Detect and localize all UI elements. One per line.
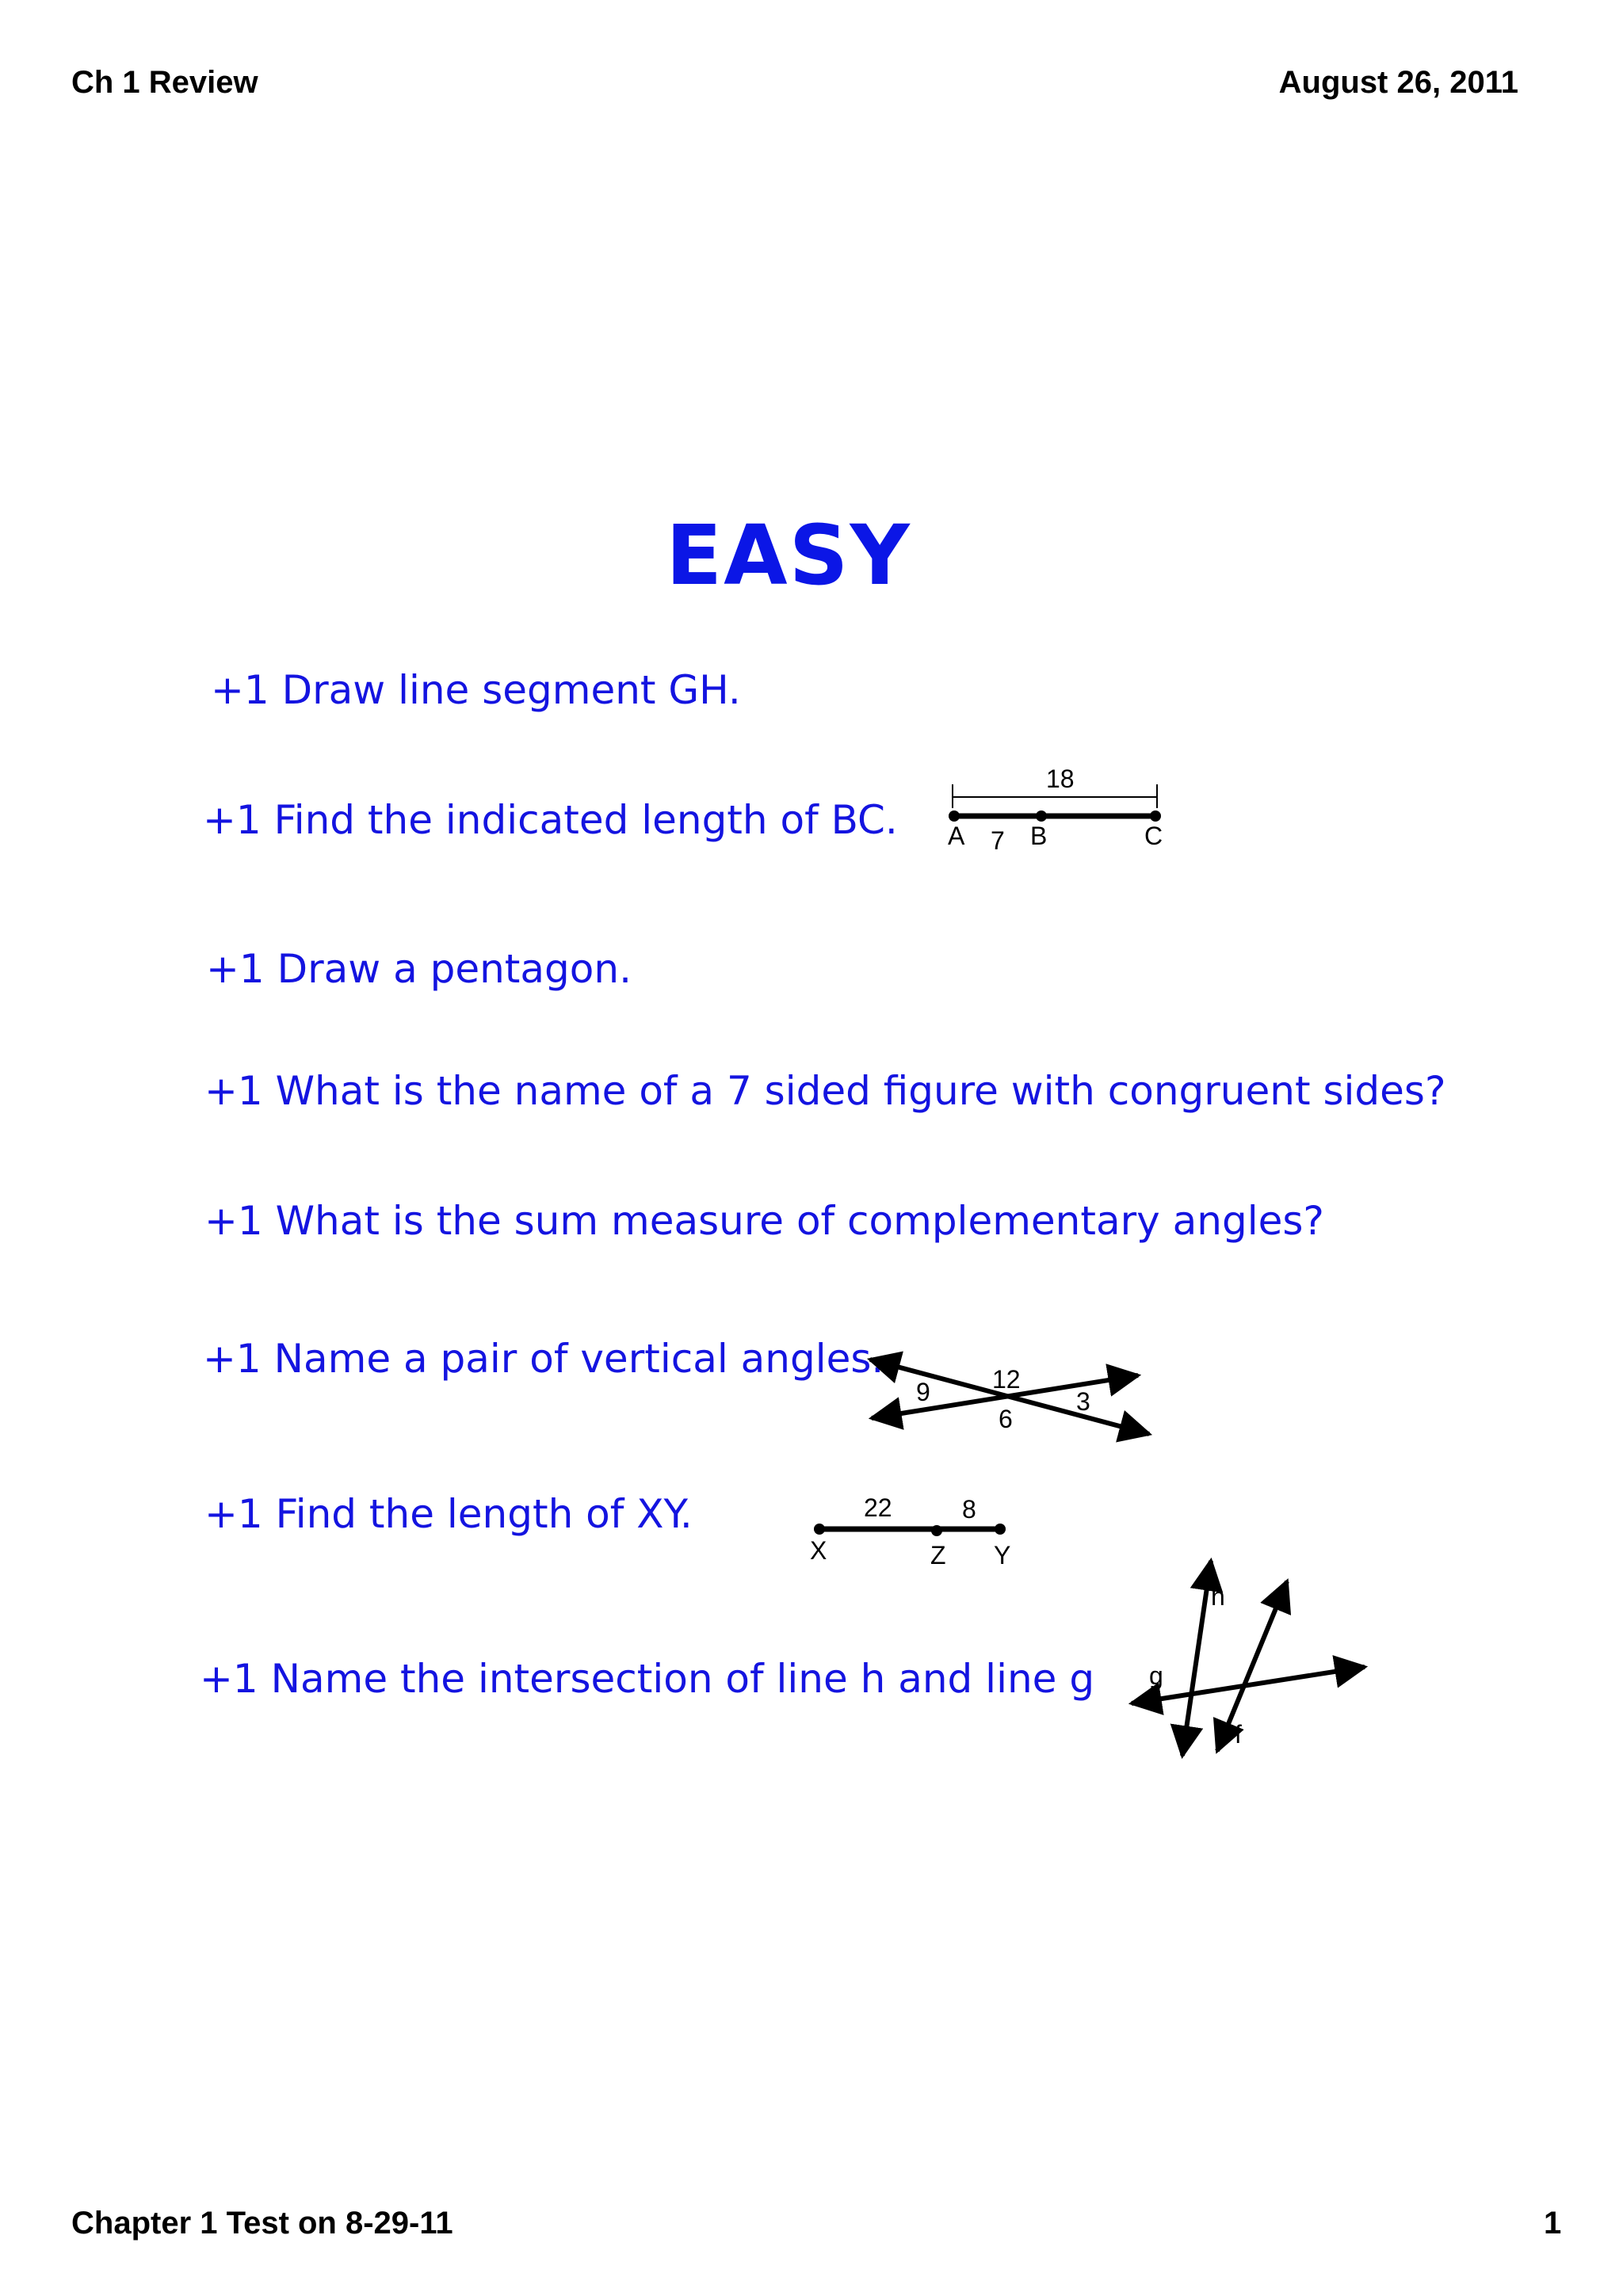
label-x: X bbox=[810, 1536, 827, 1565]
header-date: August 26, 2011 bbox=[1278, 65, 1518, 100]
point-z bbox=[931, 1525, 942, 1536]
label-line-g: g bbox=[1149, 1661, 1163, 1690]
label-xz-22: 22 bbox=[864, 1493, 892, 1522]
header-title: Ch 1 Review bbox=[71, 65, 258, 100]
line-h bbox=[1182, 1561, 1211, 1756]
page-number: 1 bbox=[1544, 2206, 1562, 2241]
label-ab-7: 7 bbox=[991, 826, 1005, 855]
label-c: C bbox=[1144, 822, 1163, 850]
question-1: +1 Draw line segment GH. bbox=[211, 667, 741, 713]
angle-label-12: 12 bbox=[992, 1365, 1021, 1394]
angle-label-3: 3 bbox=[1076, 1387, 1090, 1416]
label-total-18: 18 bbox=[1046, 765, 1075, 793]
label-y: Y bbox=[994, 1541, 1011, 1569]
label-zy-8: 8 bbox=[962, 1495, 976, 1524]
question-6: +1 Name a pair of vertical angles. bbox=[203, 1336, 884, 1382]
lines-hgf-figure bbox=[1132, 1561, 1365, 1756]
label-z: Z bbox=[930, 1541, 946, 1569]
point-x bbox=[814, 1524, 825, 1535]
angle-label-6: 6 bbox=[999, 1405, 1013, 1433]
point-y bbox=[995, 1524, 1006, 1535]
vertical-angles-figure bbox=[870, 1360, 1149, 1434]
label-line-h: h bbox=[1211, 1582, 1225, 1611]
question-8: +1 Name the intersection of line h and line g bbox=[200, 1656, 1095, 1702]
question-7: +1 Find the length of XY. bbox=[204, 1491, 693, 1537]
angle-label-9: 9 bbox=[916, 1378, 930, 1406]
page-title: EASY bbox=[666, 507, 911, 604]
point-b bbox=[1036, 810, 1047, 822]
segment-abc-figure bbox=[948, 765, 1163, 855]
footer-note: Chapter 1 Test on 8-29-11 bbox=[71, 2206, 453, 2241]
line-f bbox=[1217, 1581, 1287, 1751]
point-a bbox=[949, 810, 960, 822]
segment-xzy-figure bbox=[810, 1493, 1010, 1569]
question-4: +1 What is the name of a 7 sided figure with congruent sides? bbox=[204, 1068, 1446, 1114]
question-2: +1 Find the indicated length of BC. bbox=[203, 797, 898, 843]
question-5: +1 What is the sum measure of complementary angles? bbox=[204, 1198, 1324, 1244]
point-c bbox=[1150, 810, 1161, 822]
label-b: B bbox=[1030, 822, 1048, 850]
label-a: A bbox=[948, 822, 965, 850]
label-line-f: f bbox=[1235, 1720, 1242, 1749]
question-3: +1 Draw a pentagon. bbox=[206, 946, 632, 992]
